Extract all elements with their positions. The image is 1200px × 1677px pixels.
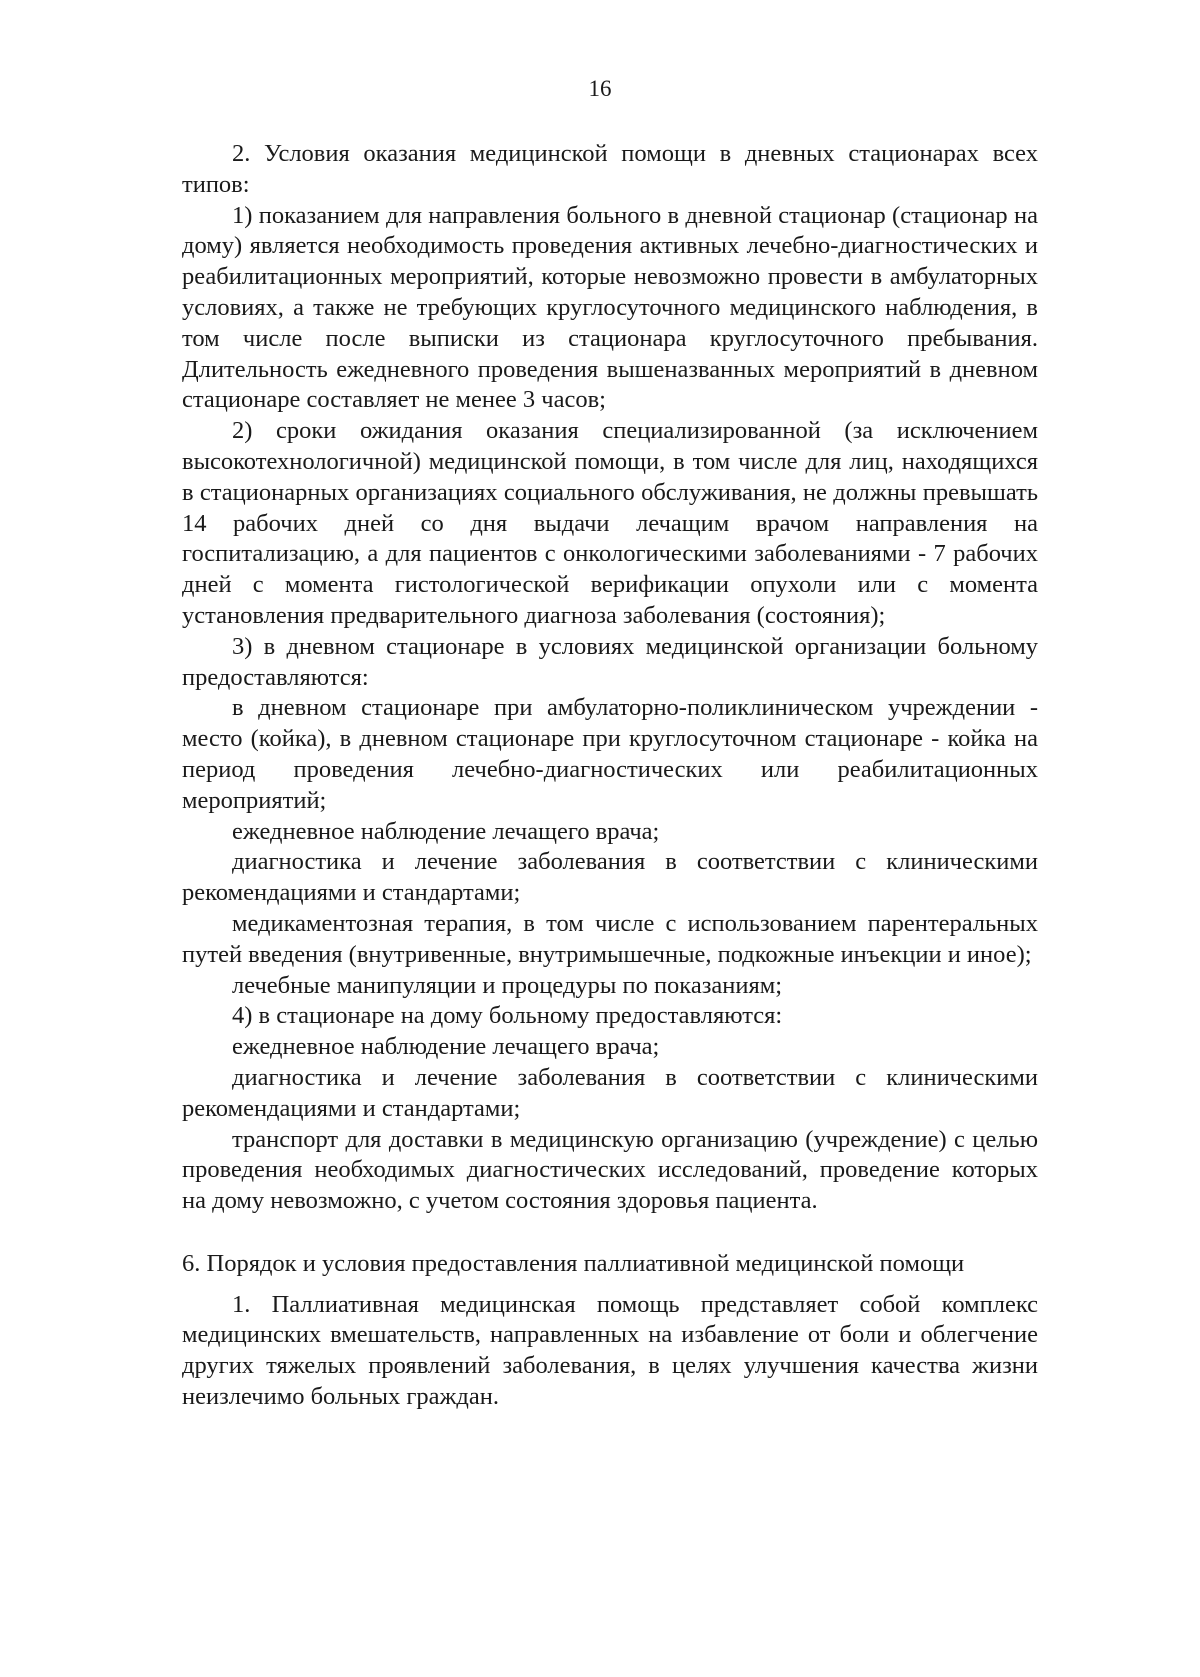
paragraph-item-4: 4) в стационаре на дому больному предоставляются: [232, 1002, 783, 1030]
paragraph-item-2: 2) сроки ожидания оказания специализированной (за исключением высокотехнологичной) медицинской помощи, в том числе для лиц, находящихся в стационарных организациях социального обслуживания, не должны превышать 14 рабочих дней со дня выдачи лечащим врачом направления на госпитализацию, а для пациентов с онкологическими заболеваниями - 7 рабочих дней с момента гистологической верификации опухоли или с момента установления предварительного диагноза заболевания (состояния); [182, 417, 1038, 629]
paragraph-item-4-diagnostics: диагностика и лечение заболевания в соответствии с клиническими рекомендациями и стандартами; [182, 1063, 1038, 1122]
section-heading: 6. Порядок и условия предоставления паллиативной медицинской помощи [182, 1249, 965, 1277]
paragraph-item-1: 1) показанием для направления больного в дневной стационар (стационар на дому) является необходимость проведения активных лечебно-диагностических и реабилитационных мероприятий, которые невозможно провести в амбулаторных условиях, а также не требующих круглосуточного медицинского наблюдения, в том числе после выписки из стационара круглосуточного пребывания. Длительность ежедневного проведения вышеназванных мероприятий в дневном стационаре составляет не менее 3 часов; [182, 201, 1038, 414]
document-body [182, 139, 1038, 1413]
paragraph-item-4-observation: ежедневное наблюдение лечащего врача; [232, 1033, 660, 1061]
paragraph-palliative-definition: 1. Паллиативная медицинская помощь представляет собой комплекс медицинских вмешательств, направленных на избавление от боли и облегчение других тяжелых проявлений заболевания, в целях улучшения качества жизни неизлечимо больных граждан. [182, 1290, 1038, 1411]
paragraph-item-4-transport: транспорт для доставки в медицинскую организацию (учреждение) с целью проведения необходимых диагностических исследований, проведение которых на дому невозможно, с учетом состояния здоровья пациента. [182, 1125, 1038, 1215]
page-number: 16 [588, 76, 612, 101]
paragraph-item-3-therapy: медикаментозная терапия, в том числе с использованием парентеральных путей введения (внутривенные, внутримышечные, подкожные инъекции и иное); [182, 909, 1038, 968]
paragraph-conditions-intro: 2. Условия оказания медицинской помощи в дневных стационарах всех типов: [182, 140, 1038, 198]
paragraph-item-3-procedures: лечебные манипуляции и процедуры по показаниям; [232, 971, 783, 999]
paragraph-item-3-diagnostics: диагностика и лечение заболевания в соответствии с клиническими рекомендациями и стандартами; [182, 848, 1038, 907]
paragraph-item-3: 3) в дневном стационаре в условиях медицинской организации больному предоставляются: [182, 632, 1038, 691]
paragraph-item-3-observation: ежедневное наблюдение лечащего врача; [232, 817, 660, 845]
paragraph-item-3-bed: в дневном стационаре при амбулаторно-поликлиническом учреждении - место (койка), в дневном стационаре при круглосуточном стационаре - койка на период проведения лечебно-диагностических или реабилитационных мероприятий; [182, 694, 1038, 814]
